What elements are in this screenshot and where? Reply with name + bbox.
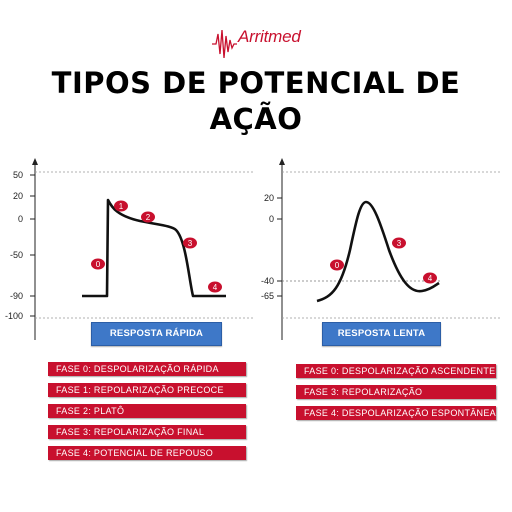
page-title-line-2: AÇÃO <box>209 102 303 136</box>
fast-response-chart <box>5 158 255 340</box>
fast-tick-label: 50 <box>12 170 23 180</box>
page-title-line-1: TIPOS DE POTENCIAL DE <box>51 66 461 100</box>
slow-phase-item: FASE 0: DESPOLARIZAÇÃO ASCENDENTE <box>296 364 496 378</box>
slow-marker-label: 0 <box>334 261 340 270</box>
slow-y-axis-arrow <box>279 158 285 165</box>
fast-phase-marker-3 <box>183 238 197 249</box>
slow-tick-label: 20 <box>263 193 274 203</box>
fast-marker-label: 4 <box>212 283 218 292</box>
slow-tick-label: -65 <box>260 291 274 301</box>
slow-phase-item: FASE 4: DESPOLARIZAÇÃO ESPONTÂNEA <box>296 406 496 420</box>
fast-phase-item: FASE 0: DESPOLARIZAÇÃO RÁPIDA <box>48 362 246 376</box>
slow-response-chart <box>261 158 500 340</box>
fast-tick-label: 0 <box>17 214 23 224</box>
slow-phase-marker-3 <box>392 238 406 249</box>
slow-phase-item: FASE 3: REPOLARIZAÇÃO <box>296 385 496 399</box>
fast-response-button[interactable]: RESPOSTA RÁPIDA <box>91 322 222 346</box>
slow-tick-label: 0 <box>268 214 274 224</box>
slow-marker-label: 4 <box>427 274 433 283</box>
fast-phase-marker-1 <box>114 201 128 212</box>
fast-phase-item: FASE 1: REPOLARIZAÇÃO PRECOCE <box>48 383 246 397</box>
slow-marker-label: 3 <box>396 239 402 248</box>
fast-tick-label: -100 <box>4 311 23 321</box>
slow-phase-marker-4 <box>423 273 437 284</box>
fast-phase-item: FASE 4: POTENCIAL DE REPOUSO <box>48 446 246 460</box>
fast-phase-marker-2 <box>141 212 155 223</box>
fast-tick-label: -50 <box>9 250 23 260</box>
fast-marker-label: 3 <box>187 239 193 248</box>
fast-y-axis-arrow <box>32 158 38 165</box>
slow-action-potential-curve <box>317 202 439 301</box>
fast-phase-item: FASE 2: PLATÔ <box>48 404 246 418</box>
fast-marker-label: 2 <box>145 213 151 222</box>
fast-marker-label: 1 <box>118 202 124 211</box>
fast-tick-label: 20 <box>12 191 23 201</box>
fast-phase-item: FASE 3: REPOLARIZAÇÃO FINAL <box>48 425 246 439</box>
slow-tick-label: -40 <box>260 276 274 286</box>
slow-response-button[interactable]: RESPOSTA LENTA <box>322 322 441 346</box>
fast-phase-marker-4 <box>208 282 222 293</box>
fast-phase-marker-0 <box>91 259 105 270</box>
slow-phase-marker-0 <box>330 260 344 271</box>
fast-tick-label: -90 <box>9 291 23 301</box>
fast-marker-label: 0 <box>95 260 101 269</box>
brand-name: Arritmed <box>238 27 301 46</box>
